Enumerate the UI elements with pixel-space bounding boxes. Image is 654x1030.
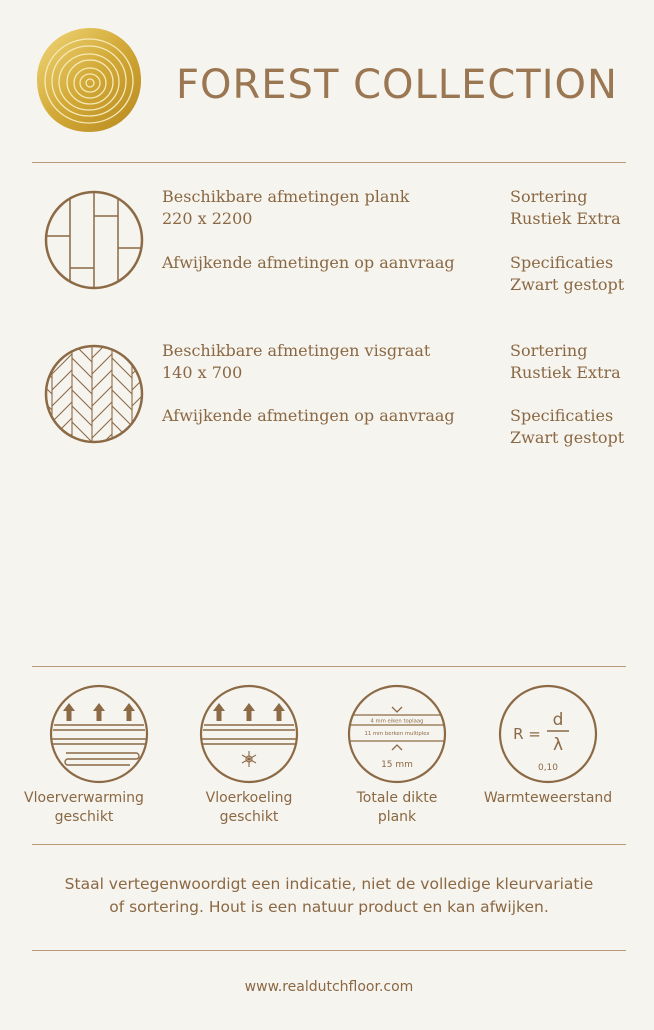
plank-pattern-icon xyxy=(42,188,146,292)
thickness-icon xyxy=(346,683,448,785)
divider xyxy=(32,950,626,951)
specifications-label: Specificaties xyxy=(510,406,614,425)
base-layer-text: 11 mm berken multiplex xyxy=(364,731,430,737)
dimensions-label: Beschikbare afmetingen visgraat xyxy=(162,341,431,360)
divider xyxy=(32,162,626,163)
total-thickness-text: 15 mm xyxy=(381,760,413,770)
specifications-value: Zwart gestopt xyxy=(510,275,625,294)
feature-label: plank xyxy=(377,809,417,825)
custom-sizes-note: Afwijkende afmetingen op aanvraag xyxy=(162,406,455,425)
thermal-resistance-icon xyxy=(497,683,599,785)
dimensions-label: Beschikbare afmetingen plank xyxy=(162,187,410,206)
specifications-value: Zwart gestopt xyxy=(510,428,625,447)
snowflake-icon xyxy=(242,751,256,767)
dimensions-value: 140 x 700 xyxy=(162,363,243,382)
disclaimer-line: of sortering. Hout is een natuur product en kan afwijken. xyxy=(109,898,549,916)
disclaimer-line: Staal vertegenwoordigt een indicatie, niet de volledige kleurvariatie xyxy=(64,875,594,893)
feature-label: Vloerverwarming xyxy=(24,790,144,806)
herringbone-pattern-icon xyxy=(42,342,146,446)
disclaimer xyxy=(32,873,626,919)
top-layer-text: 4 mm eiken toplaag xyxy=(370,718,424,725)
custom-sizes-note: Afwijkende afmetingen op aanvraag xyxy=(162,253,455,272)
divider xyxy=(32,844,626,845)
dimensions-value: 220 x 2200 xyxy=(162,209,253,228)
floor-cooling-icon xyxy=(198,683,300,785)
feature-label: geschikt xyxy=(54,809,114,825)
sorting-label: Sortering xyxy=(510,341,588,360)
resistance-value: 0,10 xyxy=(537,763,559,773)
divider xyxy=(32,666,626,667)
website-link[interactable]: www.realdutchfloor.com xyxy=(244,979,414,995)
feature-label: Warmteweerstand xyxy=(483,790,613,806)
specifications-label: Specificaties xyxy=(510,253,614,272)
floor-heating-icon xyxy=(48,683,150,785)
feature-label: geschikt xyxy=(219,809,279,825)
sorting-value: Rustiek Extra xyxy=(510,209,621,228)
formula-r: R = xyxy=(513,725,541,743)
tree-ring-logo xyxy=(34,24,144,136)
sorting-value: Rustiek Extra xyxy=(510,363,621,382)
feature-label: Vloerkoeling xyxy=(205,790,293,806)
sorting-label: Sortering xyxy=(510,187,588,206)
formula-denominator: λ xyxy=(552,735,564,755)
page-title: FOREST COLLECTION xyxy=(176,62,618,108)
formula-numerator: d xyxy=(552,710,564,730)
feature-label: Totale dikte xyxy=(356,790,438,806)
